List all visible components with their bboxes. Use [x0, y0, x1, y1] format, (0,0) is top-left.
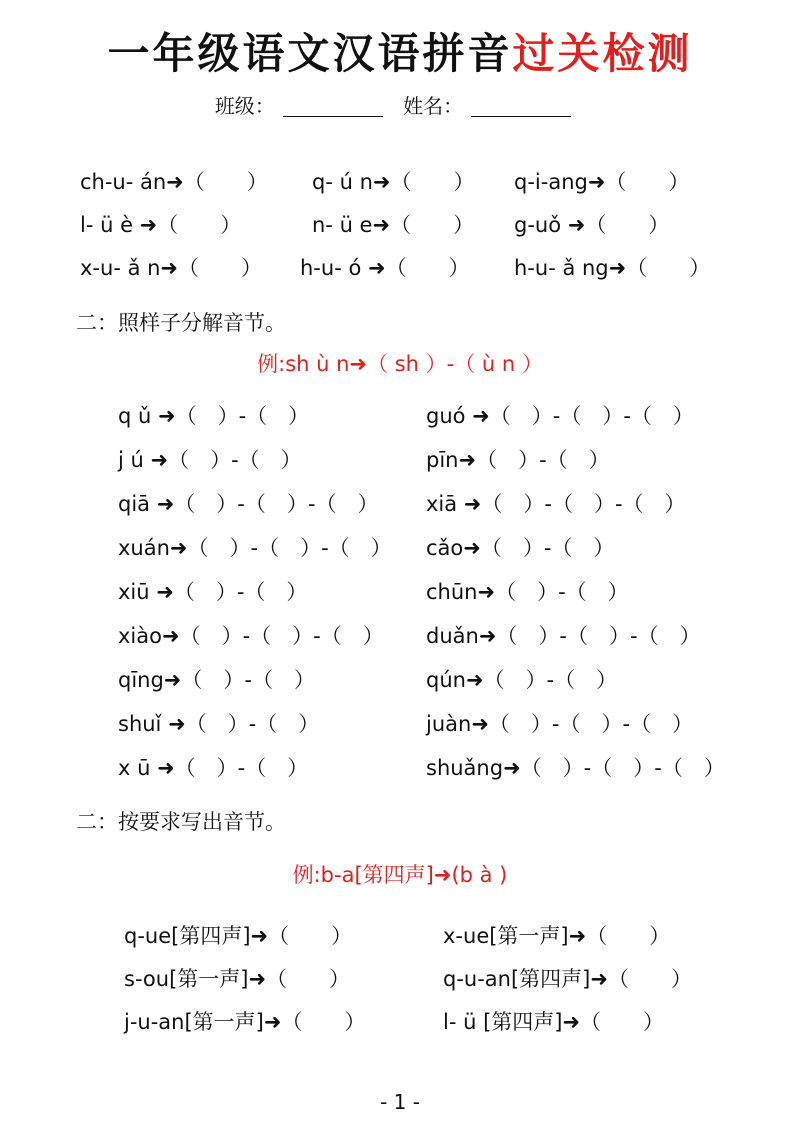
section-2-example: 例:sh ù n➜（ sh ）-（ ù n ） — [257, 352, 543, 376]
exercise-item[interactable]: shuǎng➜（ ）-（ ）-（ ） — [426, 756, 725, 780]
exercise-item[interactable]: shuǐ ➜（ ）-（ ） — [118, 712, 320, 736]
class-label: 班级： — [214, 94, 275, 118]
title-accent: 过关检测 — [512, 29, 693, 78]
exercise-item[interactable]: qīng➜（ ）-（ ） — [118, 668, 315, 692]
exercise-item[interactable]: s-ou[第一声]➜（ ） — [124, 967, 351, 991]
exercise-item[interactable]: xiào➜（ ）-（ ）-（ ） — [118, 624, 384, 648]
name-blank[interactable] — [471, 96, 571, 117]
page-title — [0, 28, 800, 80]
title-main: 一年级语文汉语拼音 — [107, 29, 513, 78]
student-info — [0, 92, 800, 120]
exercise-item[interactable]: j-u-an[第一声]➜（ ） — [124, 1010, 366, 1034]
exercise-item[interactable]: x ū ➜（ ）-（ ） — [118, 756, 309, 780]
exercise-item[interactable]: xuán➜（ ）-（ ）-（ ） — [118, 536, 392, 560]
exercise-item[interactable]: x-u- ǎ n➜（ ） — [80, 256, 263, 280]
exercise-item[interactable]: xiū ➜（ ）-（ ） — [118, 580, 308, 604]
section-2-heading: 二：照样子分解音节。 — [76, 311, 286, 335]
page-number: - 1 - — [380, 1090, 420, 1114]
exercise-item[interactable]: qún➜（ ）-（ ） — [426, 668, 618, 692]
exercise-item[interactable]: g-uǒ ➜（ ） — [514, 213, 670, 237]
exercise-item[interactable]: h-u- ó ➜（ ） — [300, 256, 470, 280]
class-blank[interactable] — [283, 96, 383, 117]
exercise-item[interactable]: chūn➜（ ）-（ ） — [426, 580, 629, 604]
exercise-item[interactable]: h-u- ǎ ng➜（ ） — [514, 256, 711, 280]
exercise-item[interactable]: l- ü è ➜（ ） — [80, 213, 242, 237]
exercise-item[interactable]: q ǔ ➜（ ）-（ ） — [118, 404, 310, 428]
exercise-item[interactable]: q- ú n➜（ ） — [312, 170, 475, 194]
exercise-item[interactable]: ch-u- án➜（ ） — [80, 170, 268, 194]
exercise-item[interactable]: q-i-ang➜（ ） — [514, 170, 690, 194]
section-3-example: 例:b-a[第四声]➜(b à ) — [292, 863, 508, 887]
exercise-item[interactable]: n- ü e➜（ ） — [312, 213, 475, 237]
exercise-item[interactable]: x-ue[第一声]➜（ ） — [443, 924, 671, 948]
exercise-item[interactable]: juàn➜（ ）-（ ）-（ ） — [426, 712, 694, 736]
exercise-item[interactable]: pīn➜（ ）-（ ） — [426, 448, 610, 472]
exercise-item[interactable]: xiā ➜（ ）-（ ）-（ ） — [426, 492, 686, 516]
exercise-item[interactable]: q-u-an[第四声]➜（ ） — [443, 967, 692, 991]
exercise-item[interactable]: guó ➜（ ）-（ ）-（ ） — [426, 404, 694, 428]
exercise-item[interactable]: q-ue[第四声]➜（ ） — [124, 924, 353, 948]
section-3-heading: 二：按要求写出音节。 — [76, 810, 286, 834]
exercise-item[interactable]: j ú ➜（ ）-（ ） — [118, 448, 302, 472]
name-label: 姓名： — [403, 94, 464, 118]
exercise-item[interactable]: cǎo➜（ ）-（ ） — [426, 536, 615, 560]
exercise-item[interactable]: duǎn➜（ ）-（ ）-（ ） — [426, 624, 701, 648]
exercise-item[interactable]: qiā ➜（ ）-（ ）-（ ） — [118, 492, 379, 516]
exercise-item[interactable]: l- ü [第四声]➜（ ） — [443, 1010, 665, 1034]
